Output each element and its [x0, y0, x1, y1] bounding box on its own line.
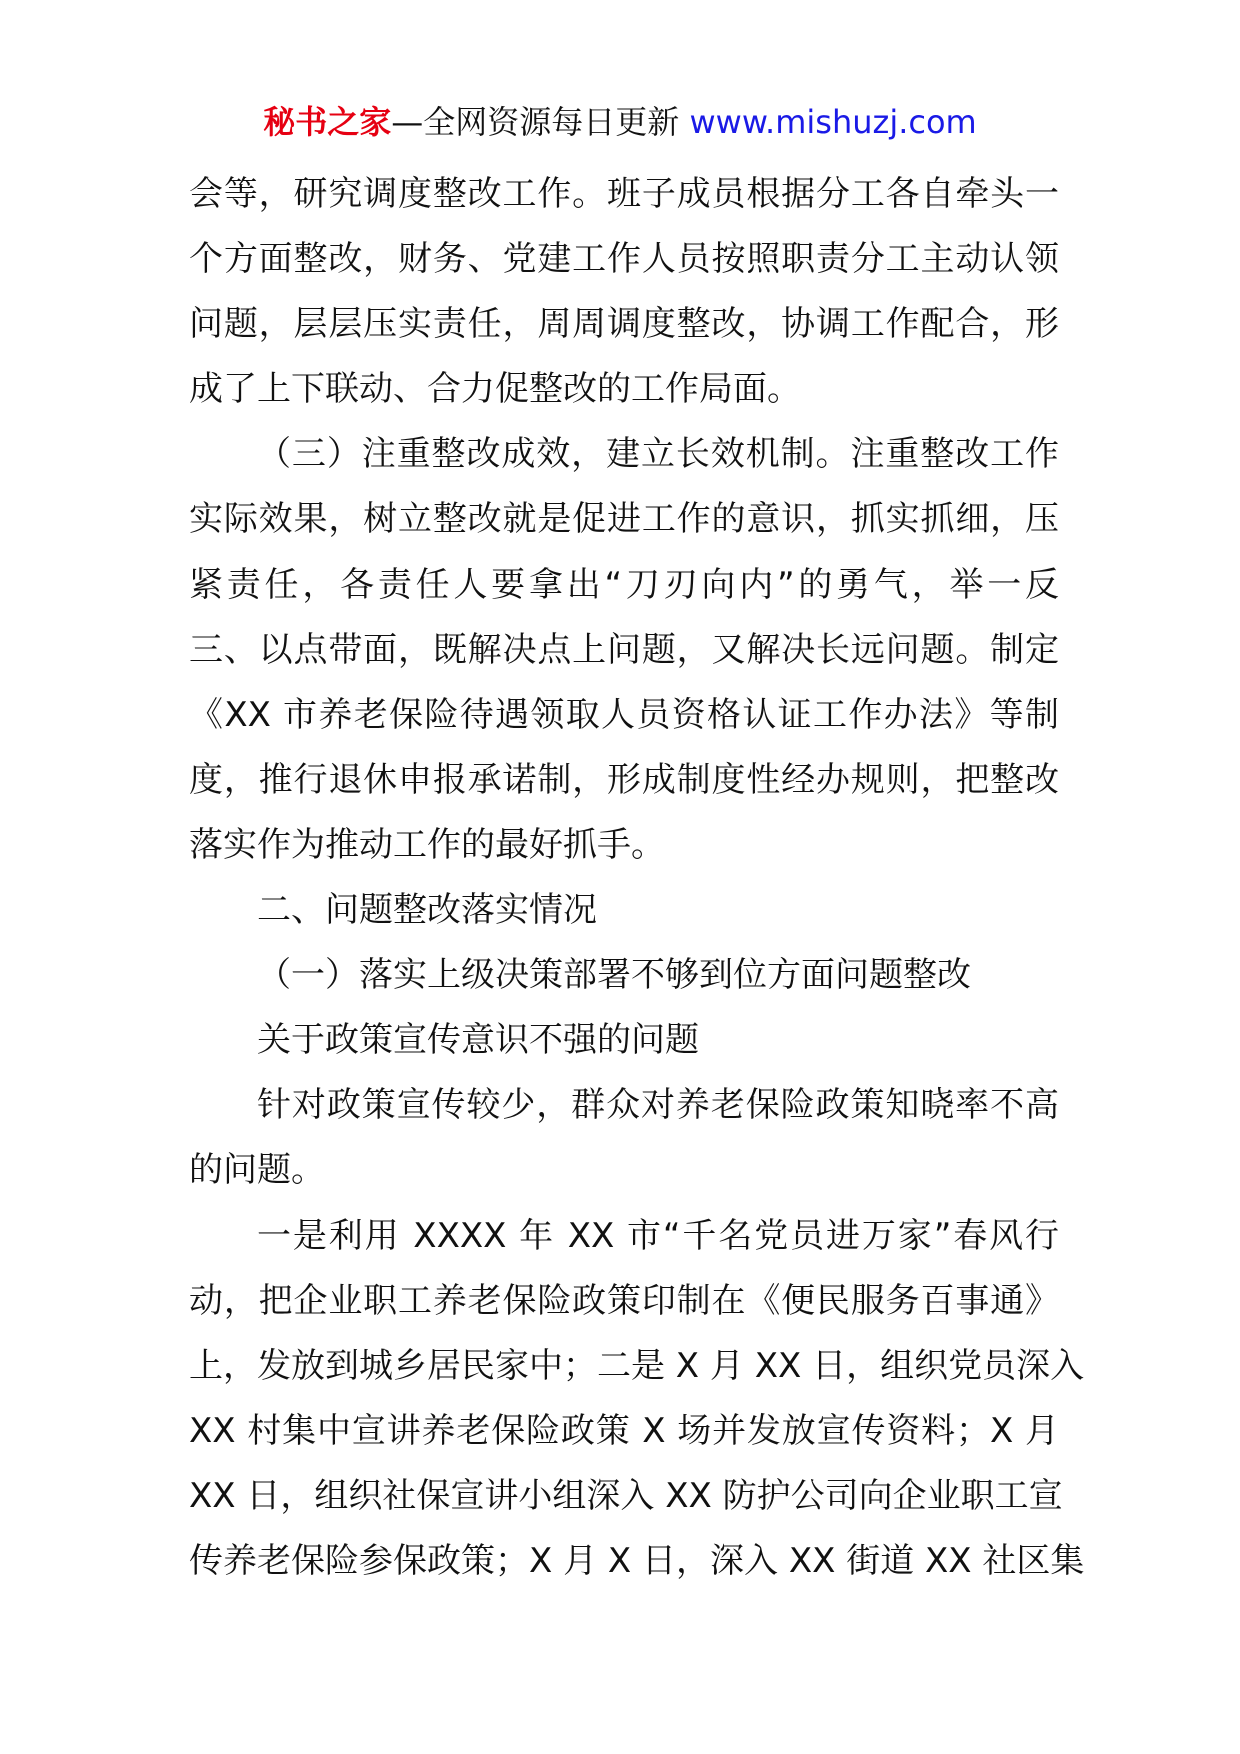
topic-heading: 关于政策宣传意识不强的问题: [257, 1020, 699, 1061]
paragraph-line: 针对政策宣传较少，群众对养老保险政策知晓率不高: [257, 1085, 1059, 1126]
paragraph-line: 落实作为推动工作的最好抓手。: [189, 824, 665, 865]
paragraph-line: 实际效果，树立整改就是促进工作的意识，抓实抓细，压: [189, 499, 1059, 540]
paragraph-line: XX 日，组织社保宣讲小组深入 XX 防护公司向企业职工宣: [189, 1475, 1063, 1516]
paragraph-line: （三）注重整改成效，建立长效机制。注重整改工作: [257, 434, 1059, 475]
paragraph-line: 传养老保险参保政策；X 月 X 日，深入 XX 街道 XX 社区集: [189, 1540, 1085, 1581]
paragraph-line: 问题，层层压实责任，周周调度整改，协调工作配合，形: [189, 304, 1059, 345]
paragraph-line: 三、以点带面，既解决点上问题，又解决长远问题。制定: [189, 629, 1059, 670]
header-site-url: www.mishuzj.com: [689, 103, 977, 141]
paragraph-line: 的问题。: [189, 1150, 325, 1191]
paragraph-line: 上，发放到城乡居民家中；二是 X 月 XX 日，组织党员深入: [189, 1345, 1085, 1386]
document-body: [189, 162, 1085, 1594]
header-tagline: —全网资源每日更新: [391, 103, 690, 141]
paragraph-line: XX 村集中宣讲养老保险政策 X 场并发放宣传资料；X 月: [189, 1410, 1059, 1451]
paragraph-line: 一是利用 XXXX 年 XX 市“千名党员进万家”春风行: [257, 1215, 1059, 1256]
paragraph-line: 动，把企业职工养老保险政策印制在《便民服务百事通》: [189, 1280, 1059, 1321]
page-header: [0, 100, 1240, 144]
paragraph-line: 个方面整改，财务、党建工作人员按照职责分工主动认领: [189, 239, 1059, 280]
paragraph-line: 度，推行退休申报承诺制，形成制度性经办规则，把整改: [189, 759, 1059, 800]
paragraph-line: 成了上下联动、合力促整改的工作局面。: [189, 369, 801, 410]
paragraph-line: 紧责任，各责任人要拿出“刀刃向内”的勇气，举一反: [189, 564, 1059, 605]
paragraph-line: 《XX 市养老保险待遇领取人员资格认证工作办法》等制: [189, 694, 1059, 735]
section-heading: 二、问题整改落实情况: [257, 890, 597, 931]
subsection-heading: （一）落实上级决策部署不够到位方面问题整改: [257, 955, 971, 996]
header-brand: 秘书之家: [263, 103, 392, 141]
paragraph-line: 会等，研究调度整改工作。班子成员根据分工各自牵头一: [189, 174, 1059, 214]
